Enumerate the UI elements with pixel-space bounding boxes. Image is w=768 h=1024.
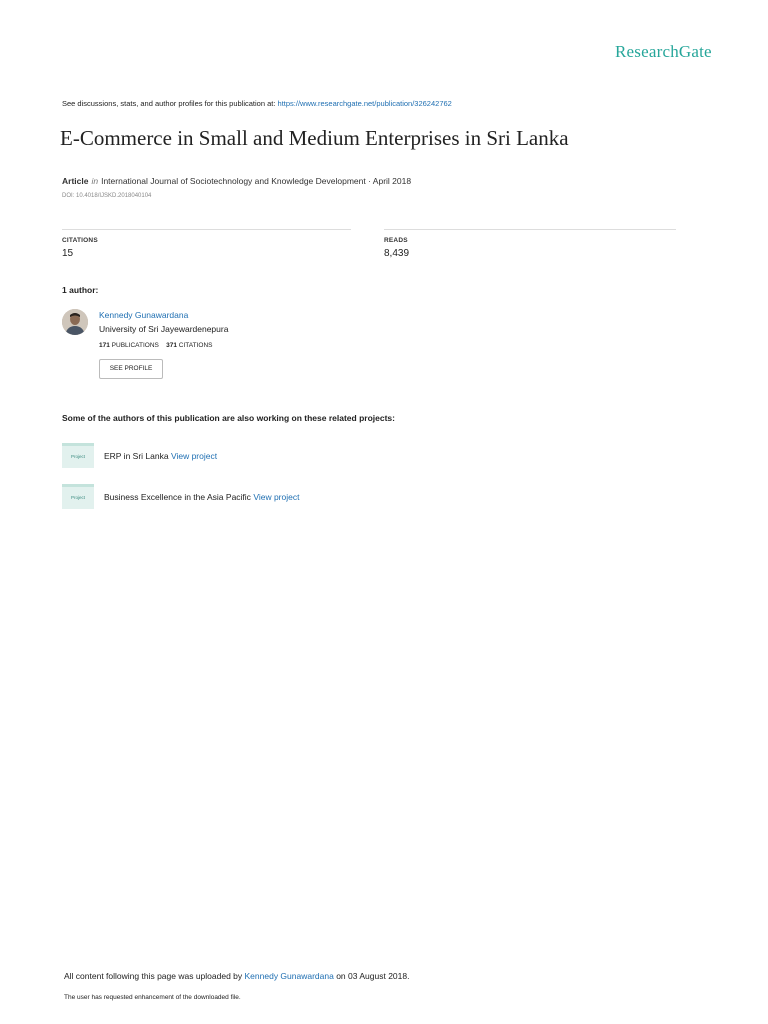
upload-notice	[64, 971, 409, 981]
publication-meta	[62, 176, 411, 186]
author-citations-count: 371	[166, 342, 177, 349]
publication-venue: International Journal of Sociotechnology and Knowledge Development · April 2018	[101, 176, 412, 186]
project-thumbnail[interactable]: Project	[62, 443, 94, 468]
project-title: ERP in Sri Lanka	[104, 451, 169, 461]
publication-type: Article	[62, 176, 89, 186]
enhancement-note: The user has requested enhancement of the downloaded file.	[64, 994, 241, 1001]
author-citations-label: CITATIONS	[178, 342, 213, 349]
author-avatar[interactable]	[62, 309, 88, 335]
discussion-notice-text: See discussions, stats, and author profiles for this publication at:	[62, 99, 278, 108]
reads-value: 8,439	[384, 248, 410, 259]
publication-title: E-Commerce in Small and Medium Enterprises in Sri Lanka	[60, 126, 569, 150]
related-projects-heading: Some of the authors of this publication are also working on these related projects:	[62, 413, 395, 423]
author-institution: University of Sri Jayewardenepura	[99, 324, 229, 334]
view-project-link[interactable]: View project	[253, 492, 300, 502]
in-word: in	[91, 176, 99, 186]
upload-suffix: on 03 August 2018.	[333, 971, 410, 981]
publication-doi: DOI: 10.4018/IJSKD.2018040104	[62, 193, 152, 199]
upload-prefix: All content following this page was uploaded by	[64, 971, 245, 981]
project-title: Business Excellence in the Asia Pacific	[104, 492, 251, 502]
publication-url-link[interactable]: https://www.researchgate.net/publication/326242762	[277, 99, 452, 108]
author-name-link[interactable]: Kennedy Gunawardana	[99, 310, 189, 320]
reads-label: READS	[384, 237, 408, 244]
citations-value: 15	[62, 248, 74, 259]
reads-divider	[384, 229, 676, 230]
discussion-notice	[62, 99, 452, 108]
citations-label: CITATIONS	[62, 237, 98, 244]
view-project-link[interactable]: View project	[170, 451, 218, 461]
author-stats	[99, 342, 212, 349]
project-item	[104, 451, 217, 461]
authors-heading: 1 author:	[62, 285, 99, 295]
project-item	[104, 492, 299, 502]
uploader-link[interactable]: Kennedy Gunawardana	[244, 971, 334, 981]
author-publications-count: 171	[99, 342, 110, 349]
person-icon	[62, 309, 88, 335]
project-thumbnail[interactable]: Project	[62, 484, 94, 509]
see-profile-button[interactable]: SEE PROFILE	[99, 359, 163, 379]
citations-divider	[62, 229, 351, 230]
researchgate-logo[interactable]: ResearchGate	[615, 42, 712, 61]
author-publications-label: PUBLICATIONS	[111, 342, 159, 349]
